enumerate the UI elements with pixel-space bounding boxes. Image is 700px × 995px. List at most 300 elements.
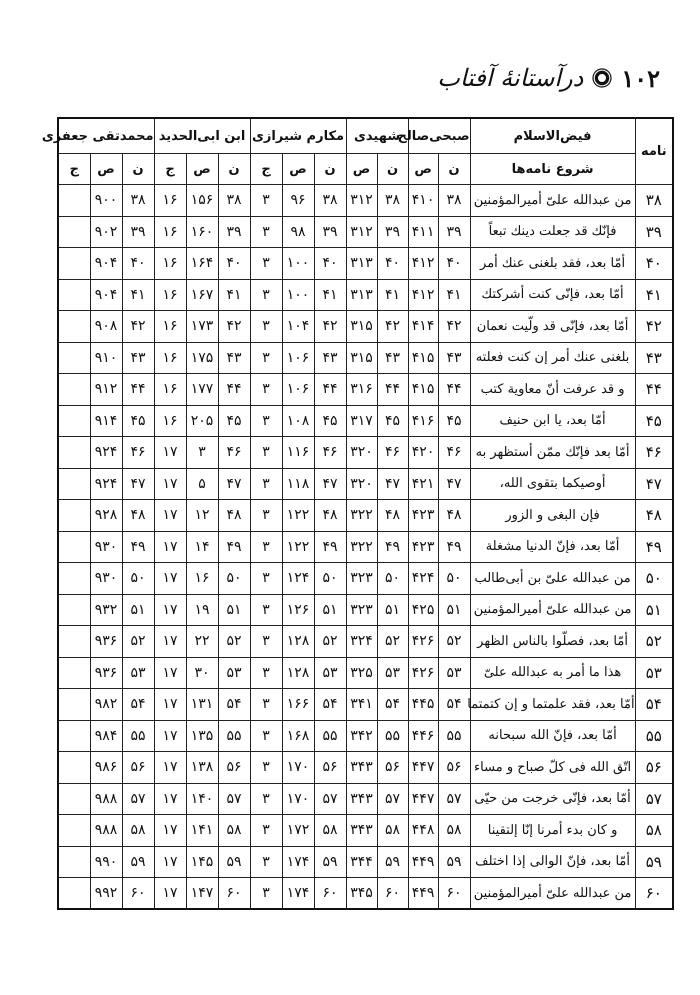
sobhi-s-cell: ۴۲۰ [408,437,438,469]
makarem-s-cell: ۱۲۸ [282,626,314,658]
shahidi-n-cell: ۶۰ [377,878,408,910]
sobhi-n-cell: ۵۱ [438,594,470,626]
shahidi-s-cell: ۳۴۵ [346,878,377,910]
makarem-n-cell: ۶۰ [314,878,346,910]
letter-number-cell: ۵۷ [635,783,673,815]
sobhi-n-cell: ۴۸ [438,500,470,532]
ibn-s-cell: ۱۷۷ [186,374,218,406]
header-start: شروع نامه‌ها [470,154,635,185]
letter-number-cell: ۴۳ [635,342,673,374]
ibn-n-cell: ۳۸ [218,185,250,217]
sobhi-s-cell: ۴۱۵ [408,374,438,406]
makarem-s-cell: ۱۱۶ [282,437,314,469]
ibn-n-cell: ۳۹ [218,216,250,248]
sobhi-s-cell: ۴۲۶ [408,626,438,658]
jafari-n-cell: ۴۵ [122,405,154,437]
letter-opening-cell: من عبدالله علیّ أمیرالمؤمنین [470,594,635,626]
letter-opening-cell: فإن البغی و الزور [470,500,635,532]
ibn-s-cell: ۲۲ [186,626,218,658]
jafari-s-cell: ۹۰۸ [90,311,122,343]
sobhi-s-cell: ۴۲۱ [408,468,438,500]
jafari-n-cell: ۴۲ [122,311,154,343]
header-feiz: فیض‌الاسلام [470,118,635,154]
ibn-n-cell: ۴۳ [218,342,250,374]
makarem-n-cell: ۵۱ [314,594,346,626]
ibn-j-cell: ۱۷ [154,878,186,910]
ibn-n-cell: ۵۹ [218,846,250,878]
jafari-n-cell: ۵۱ [122,594,154,626]
header-sobhi: صبحی‌صالح [408,118,470,154]
shahidi-n-cell: ۵۰ [377,563,408,595]
letter-number-cell: ۵۱ [635,594,673,626]
jafari-n-cell: ۵۰ [122,563,154,595]
jafari-j-cell [58,437,90,469]
sobhi-n-cell: ۵۳ [438,657,470,689]
jafari-j-cell [58,815,90,847]
jafari-s-cell: ۹۰۴ [90,279,122,311]
shahidi-n-cell: ۴۱ [377,279,408,311]
ibn-j-cell: ۱۷ [154,657,186,689]
makarem-s-cell: ۱۱۸ [282,468,314,500]
jafari-j-cell [58,846,90,878]
shahidi-s-cell: ۳۱۵ [346,311,377,343]
jafari-s-cell: ۹۳۰ [90,531,122,563]
makarem-j-cell: ۳ [250,657,282,689]
table-row [58,405,673,437]
sobhi-s-cell: ۴۲۴ [408,563,438,595]
sobhi-s-cell: ۴۱۴ [408,311,438,343]
ibn-s-cell: ۱۷۳ [186,311,218,343]
table-row [58,468,673,500]
ibn-j-cell: ۱۶ [154,248,186,280]
ibn-s-cell: ۱۶ [186,563,218,595]
letter-number-cell: ۴۸ [635,500,673,532]
header-row-groups [58,118,673,154]
table-row [58,720,673,752]
sobhi-n-cell: ۴۰ [438,248,470,280]
sobhi-n-cell: ۳۹ [438,216,470,248]
table-row [58,689,673,721]
letter-opening-cell: أمّا بعد، فصلّوا بالناس الظهر [470,626,635,658]
jafari-j-cell [58,279,90,311]
ibn-n-cell: ۵۸ [218,815,250,847]
ibn-s-cell: ۱۳۵ [186,720,218,752]
page-number: ۱۰۲ [621,63,660,93]
jafari-n-cell: ۵۹ [122,846,154,878]
ibn-s-cell: ۱۷۵ [186,342,218,374]
ibn-s-cell: ۱۵۶ [186,185,218,217]
jafari-j-cell [58,342,90,374]
table-row [58,311,673,343]
table-row [58,279,673,311]
shahidi-s-cell: ۳۴۳ [346,752,377,784]
letter-opening-cell: أمّا بعد، فإنّی کنت أشرکتك [470,279,635,311]
makarem-n-cell: ۴۸ [314,500,346,532]
makarem-j-cell: ۳ [250,720,282,752]
letter-opening-cell: هذا ما أمر به عبدالله علیّ [470,657,635,689]
ibn-j-cell: ۱۷ [154,752,186,784]
makarem-j-cell: ۳ [250,626,282,658]
sub-n: ن [377,154,408,185]
makarem-n-cell: ۴۵ [314,405,346,437]
ibn-n-cell: ۵۲ [218,626,250,658]
jafari-j-cell [58,594,90,626]
letter-opening-cell: أمّا بعد، فإنّ الوالی إذا اختلف [470,846,635,878]
letter-number-cell: ۴۶ [635,437,673,469]
ibn-s-cell: ۱۶۷ [186,279,218,311]
ibn-n-cell: ۴۵ [218,405,250,437]
letter-number-cell: ۴۲ [635,311,673,343]
makarem-j-cell: ۳ [250,752,282,784]
jafari-n-cell: ۴۶ [122,437,154,469]
shahidi-n-cell: ۵۵ [377,720,408,752]
sobhi-n-cell: ۵۸ [438,815,470,847]
makarem-n-cell: ۵۰ [314,563,346,595]
sub-j: ج [58,154,90,185]
shahidi-n-cell: ۵۱ [377,594,408,626]
shahidi-n-cell: ۴۸ [377,500,408,532]
makarem-s-cell: ۱۷۲ [282,815,314,847]
letter-opening-cell: بلغنی عنك أمر إن کنت فعلته [470,342,635,374]
jafari-n-cell: ۴۰ [122,248,154,280]
makarem-s-cell: ۱۰۰ [282,279,314,311]
makarem-n-cell: ۴۰ [314,248,346,280]
shahidi-s-cell: ۳۲۲ [346,500,377,532]
jafari-j-cell [58,783,90,815]
sobhi-n-cell: ۴۶ [438,437,470,469]
sobhi-s-cell: ۴۲۳ [408,531,438,563]
ibn-j-cell: ۱۷ [154,531,186,563]
jafari-s-cell: ۹۸۶ [90,752,122,784]
sobhi-n-cell: ۳۸ [438,185,470,217]
jafari-s-cell: ۹۸۲ [90,689,122,721]
jafari-n-cell: ۳۸ [122,185,154,217]
ibn-s-cell: ۲۰۵ [186,405,218,437]
ibn-j-cell: ۱۷ [154,720,186,752]
makarem-j-cell: ۳ [250,500,282,532]
jafari-s-cell: ۹۸۴ [90,720,122,752]
ibn-n-cell: ۵۵ [218,720,250,752]
sub-s: ص [408,154,438,185]
makarem-n-cell: ۵۵ [314,720,346,752]
jafari-n-cell: ۵۵ [122,720,154,752]
letter-number-cell: ۵۵ [635,720,673,752]
table-row [58,374,673,406]
letter-opening-cell: أمّا بعد، فقد بلغنی عنك أمر [470,248,635,280]
jafari-n-cell: ۴۸ [122,500,154,532]
makarem-j-cell: ۳ [250,846,282,878]
table-row [58,626,673,658]
sobhi-s-cell: ۴۴۶ [408,720,438,752]
letter-number-cell: ۵۲ [635,626,673,658]
ibn-j-cell: ۱۶ [154,185,186,217]
shahidi-s-cell: ۳۲۵ [346,657,377,689]
ibn-j-cell: ۱۷ [154,815,186,847]
shahidi-s-cell: ۳۲۰ [346,437,377,469]
makarem-s-cell: ۱۲۲ [282,531,314,563]
jafari-j-cell [58,311,90,343]
makarem-s-cell: ۱۷۰ [282,783,314,815]
jafari-j-cell [58,657,90,689]
makarem-n-cell: ۵۶ [314,752,346,784]
sobhi-n-cell: ۵۷ [438,783,470,815]
makarem-j-cell: ۳ [250,815,282,847]
ibn-n-cell: ۴۴ [218,374,250,406]
letter-opening-cell: فإنّك قد جعلت دینك تبعاً [470,216,635,248]
sub-n: ن [122,154,154,185]
jafari-n-cell: ۴۴ [122,374,154,406]
table-row [58,437,673,469]
shahidi-n-cell: ۴۷ [377,468,408,500]
makarem-s-cell: ۹۶ [282,185,314,217]
ibn-j-cell: ۱۷ [154,500,186,532]
letter-number-cell: ۵۸ [635,815,673,847]
sobhi-n-cell: ۴۲ [438,311,470,343]
sobhi-s-cell: ۴۱۲ [408,248,438,280]
ibn-j-cell: ۱۷ [154,689,186,721]
makarem-j-cell: ۳ [250,878,282,910]
shahidi-n-cell: ۵۶ [377,752,408,784]
letter-opening-cell: أمّا بعد، فإنّ الله سبحانه [470,720,635,752]
jafari-s-cell: ۹۸۸ [90,783,122,815]
shahidi-n-cell: ۴۲ [377,311,408,343]
jafari-s-cell: ۹۱۰ [90,342,122,374]
ibn-n-cell: ۴۷ [218,468,250,500]
jafari-s-cell: ۹۳۰ [90,563,122,595]
ibn-s-cell: ۳۰ [186,657,218,689]
sobhi-s-cell: ۴۱۲ [408,279,438,311]
jafari-s-cell: ۹۸۸ [90,815,122,847]
sobhi-s-cell: ۴۲۵ [408,594,438,626]
letter-number-cell: ۵۳ [635,657,673,689]
sobhi-s-cell: ۴۴۹ [408,846,438,878]
shahidi-s-cell: ۳۴۴ [346,846,377,878]
letter-number-cell: ۳۸ [635,185,673,217]
makarem-j-cell: ۳ [250,279,282,311]
jafari-j-cell [58,563,90,595]
ibn-j-cell: ۱۶ [154,279,186,311]
sobhi-s-cell: ۴۲۶ [408,657,438,689]
shahidi-n-cell: ۴۴ [377,374,408,406]
makarem-s-cell: ۱۲۲ [282,500,314,532]
ibn-j-cell: ۱۶ [154,311,186,343]
ibn-n-cell: ۵۱ [218,594,250,626]
sobhi-n-cell: ۴۵ [438,405,470,437]
jafari-j-cell [58,626,90,658]
ibn-n-cell: ۴۶ [218,437,250,469]
sobhi-s-cell: ۴۱۵ [408,342,438,374]
makarem-n-cell: ۳۸ [314,185,346,217]
jafari-s-cell: ۹۰۲ [90,216,122,248]
ibn-j-cell: ۱۶ [154,374,186,406]
ibn-s-cell: ۱۶۴ [186,248,218,280]
jafari-n-cell: ۴۳ [122,342,154,374]
jafari-s-cell: ۹۱۲ [90,374,122,406]
table-row [58,185,673,217]
makarem-s-cell: ۱۶۶ [282,689,314,721]
sobhi-n-cell: ۴۴ [438,374,470,406]
makarem-j-cell: ۳ [250,374,282,406]
table-row [58,657,673,689]
sobhi-s-cell: ۴۱۶ [408,405,438,437]
makarem-n-cell: ۴۷ [314,468,346,500]
header-makarem: مکارم شیرازی [250,118,346,154]
jafari-j-cell [58,248,90,280]
makarem-j-cell: ۳ [250,689,282,721]
jafari-j-cell [58,752,90,784]
letter-opening-cell: و قد عرفت أنّ معاویة کتب [470,374,635,406]
book-title: درآستانهٔ آفتاب [437,64,584,92]
jafari-n-cell: ۵۸ [122,815,154,847]
jafari-j-cell [58,531,90,563]
letter-opening-cell: أمّا بعد فإنّك ممّن أستظهر به [470,437,635,469]
ibn-n-cell: ۵۳ [218,657,250,689]
makarem-j-cell: ۳ [250,783,282,815]
shahidi-s-cell: ۳۴۳ [346,783,377,815]
shahidi-s-cell: ۳۱۲ [346,185,377,217]
ibn-s-cell: ۳ [186,437,218,469]
makarem-j-cell: ۳ [250,405,282,437]
makarem-n-cell: ۵۴ [314,689,346,721]
ibn-n-cell: ۴۸ [218,500,250,532]
jafari-s-cell: ۹۰۰ [90,185,122,217]
table-row [58,846,673,878]
ibn-n-cell: ۵۶ [218,752,250,784]
shahidi-n-cell: ۵۲ [377,626,408,658]
shahidi-s-cell: ۳۲۴ [346,626,377,658]
makarem-j-cell: ۳ [250,185,282,217]
ibn-j-cell: ۱۷ [154,468,186,500]
shahidi-s-cell: ۳۱۲ [346,216,377,248]
letter-opening-cell: و کان بدء أمرنا إنّا إلتقینا [470,815,635,847]
makarem-n-cell: ۳۹ [314,216,346,248]
makarem-s-cell: ۱۲۶ [282,594,314,626]
ibn-j-cell: ۱۷ [154,783,186,815]
shahidi-s-cell: ۳۲۲ [346,531,377,563]
shahidi-s-cell: ۳۱۶ [346,374,377,406]
table-row [58,216,673,248]
makarem-n-cell: ۵۹ [314,846,346,878]
sobhi-n-cell: ۴۱ [438,279,470,311]
makarem-s-cell: ۱۷۴ [282,846,314,878]
jafari-j-cell [58,216,90,248]
makarem-j-cell: ۳ [250,437,282,469]
letter-opening-cell: اتّق الله فی کلّ صباح و مساء [470,752,635,784]
jafari-s-cell: ۹۲۸ [90,500,122,532]
jafari-n-cell: ۶۰ [122,878,154,910]
shahidi-s-cell: ۳۱۳ [346,279,377,311]
sub-n: ن [314,154,346,185]
makarem-s-cell: ۱۰۶ [282,374,314,406]
ibn-s-cell: ۱۲ [186,500,218,532]
makarem-s-cell: ۹۸ [282,216,314,248]
letter-number-cell: ۳۹ [635,216,673,248]
letter-opening-cell: من عبدالله علیّ أمیرالمؤمنین [470,185,635,217]
sobhi-n-cell: ۵۵ [438,720,470,752]
table-row [58,878,673,910]
ibn-j-cell: ۱۶ [154,342,186,374]
letter-number-cell: ۴۴ [635,374,673,406]
makarem-s-cell: ۱۲۴ [282,563,314,595]
table-row [58,248,673,280]
ibn-n-cell: ۵۰ [218,563,250,595]
ibn-s-cell: ۱۳۱ [186,689,218,721]
shahidi-n-cell: ۳۸ [377,185,408,217]
sub-j: ج [154,154,186,185]
shahidi-s-cell: ۳۴۳ [346,815,377,847]
table-body [58,185,673,910]
sobhi-n-cell: ۶۰ [438,878,470,910]
letter-number-cell: ۴۱ [635,279,673,311]
letter-number-cell: ۴۹ [635,531,673,563]
makarem-s-cell: ۱۶۸ [282,720,314,752]
makarem-n-cell: ۵۲ [314,626,346,658]
ibn-s-cell: ۱۴۷ [186,878,218,910]
letter-number-cell: ۵۶ [635,752,673,784]
letter-number-cell: ۴۵ [635,405,673,437]
sobhi-n-cell: ۴۷ [438,468,470,500]
makarem-n-cell: ۵۷ [314,783,346,815]
jafari-j-cell [58,405,90,437]
sobhi-n-cell: ۵۶ [438,752,470,784]
ibn-s-cell: ۵ [186,468,218,500]
letter-opening-cell: من عبدالله علیّ بن أبی‌طالب [470,563,635,595]
table-row [58,783,673,815]
letter-number-cell: ۴۷ [635,468,673,500]
jafari-j-cell [58,468,90,500]
letter-opening-cell: أمّا بعد، فإنّی خرجت من حیّی [470,783,635,815]
sub-n: ن [218,154,250,185]
letter-number-cell: ۵۹ [635,846,673,878]
page-header [437,58,660,98]
letter-number-cell: ۵۴ [635,689,673,721]
makarem-s-cell: ۱۰۸ [282,405,314,437]
sobhi-n-cell: ۵۹ [438,846,470,878]
letter-opening-cell: من عبدالله علیّ أمیرالمؤمنین [470,878,635,910]
table-row [58,563,673,595]
makarem-n-cell: ۴۱ [314,279,346,311]
jafari-s-cell: ۹۳۲ [90,594,122,626]
jafari-n-cell: ۴۹ [122,531,154,563]
jafari-s-cell: ۹۳۶ [90,657,122,689]
sobhi-n-cell: ۵۲ [438,626,470,658]
shahidi-s-cell: ۳۱۷ [346,405,377,437]
shahidi-n-cell: ۴۳ [377,342,408,374]
shahidi-s-cell: ۳۴۲ [346,720,377,752]
sobhi-s-cell: ۴۴۵ [408,689,438,721]
makarem-s-cell: ۱۰۶ [282,342,314,374]
sub-j: ج [250,154,282,185]
sub-s: ص [186,154,218,185]
ibn-j-cell: ۱۷ [154,626,186,658]
makarem-n-cell: ۴۶ [314,437,346,469]
header-jafari: محمدتقی جعفری [58,118,154,154]
jafari-j-cell [58,878,90,910]
sobhi-s-cell: ۴۴۷ [408,783,438,815]
letter-opening-cell: أمّا بعد، فإنّ الدنیا مشغلة [470,531,635,563]
table-row [58,531,673,563]
jafari-s-cell: ۹۹۰ [90,846,122,878]
makarem-n-cell: ۴۳ [314,342,346,374]
shahidi-n-cell: ۴۹ [377,531,408,563]
ibn-j-cell: ۱۷ [154,594,186,626]
jafari-s-cell: ۹۳۶ [90,626,122,658]
makarem-j-cell: ۳ [250,531,282,563]
shahidi-n-cell: ۵۷ [377,783,408,815]
makarem-s-cell: ۱۲۸ [282,657,314,689]
makarem-s-cell: ۱۷۰ [282,752,314,784]
jafari-n-cell: ۴۱ [122,279,154,311]
